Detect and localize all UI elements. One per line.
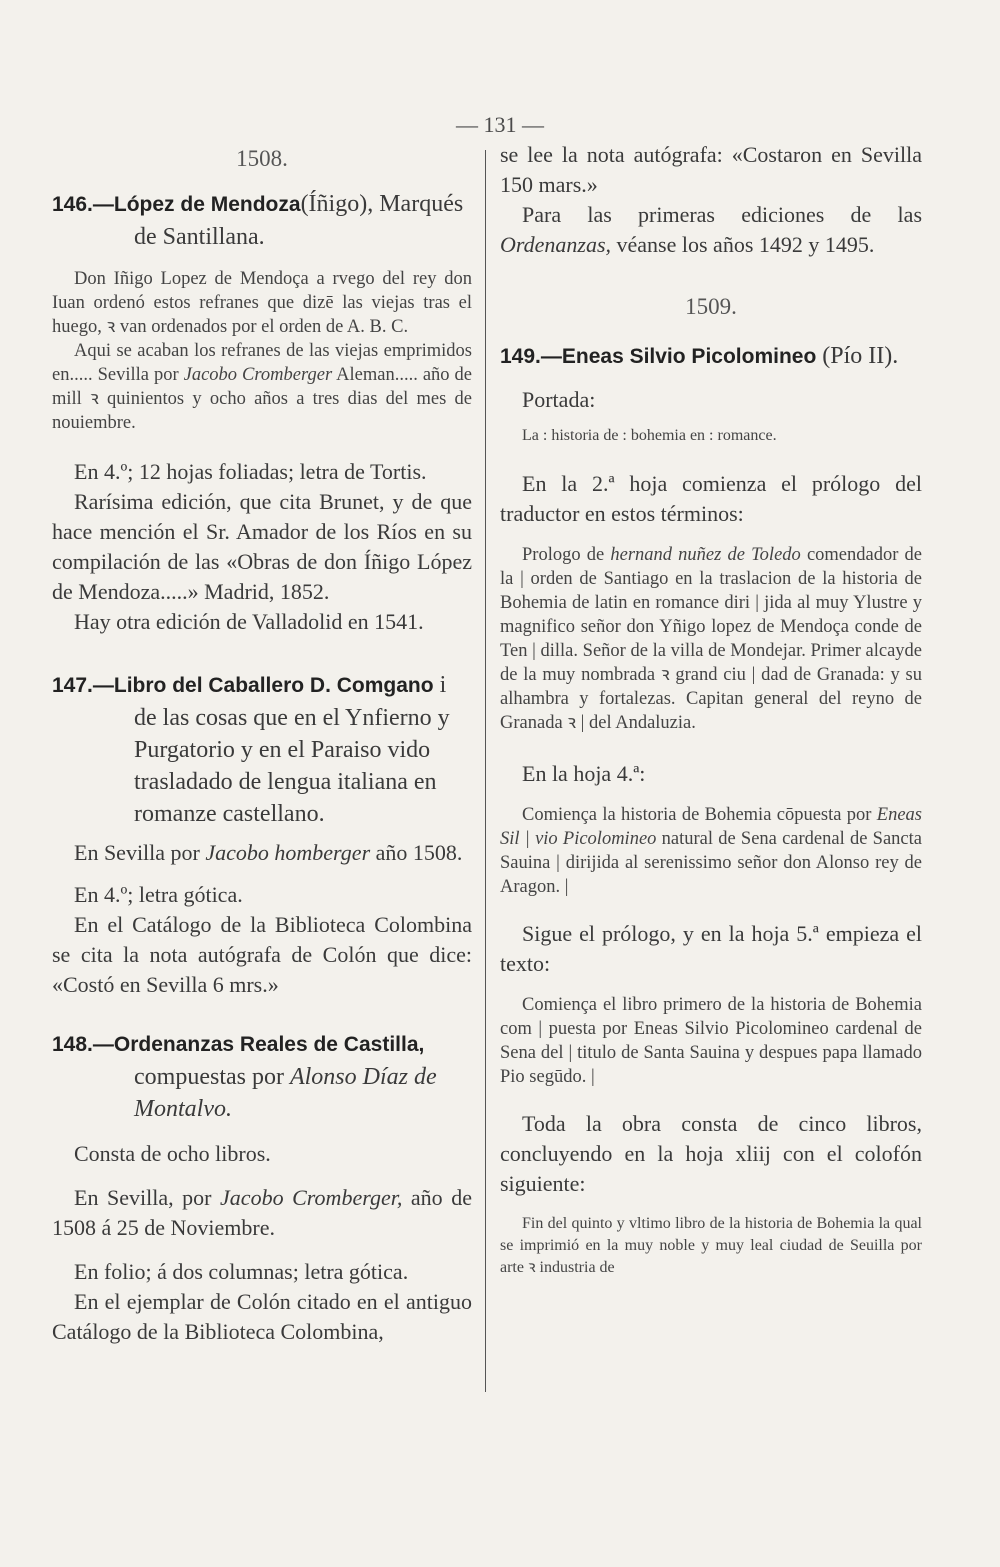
imprint-text: año de 1508 á 25 de Noviembre. xyxy=(52,1185,472,1240)
reference-text: Para las primeras ediciones de las xyxy=(522,202,922,227)
entry-148-heading xyxy=(52,1028,472,1125)
printer-name: Jacobo Cromberger, xyxy=(220,1185,403,1210)
hoja-4-label: En la hoja 4.ª: xyxy=(522,761,646,786)
entry-title-rest: i de las cosas que en el Ynfierno y Purgatorio y en el Paraiso vido trasladado de lengua italiana en romanze castellano. xyxy=(134,672,450,827)
hoja-4-quote xyxy=(500,803,922,899)
colophon-quote: Fin del quinto y vltimo libro de la historia de Bohemia la qual se imprimió en la muy noble y muy leal ciudad de Seuilla por arte ꝛ industria de xyxy=(500,1215,922,1276)
entry-148-note-continued: se lee la nota autógrafa: «Costaron en Sevilla 150 mars.» xyxy=(500,142,922,197)
quote-text: Aleman..... año de mill ꝛ quinientos y ocho años a tres dias del mes de nouiembre. xyxy=(52,365,472,433)
quote-text: Prologo de xyxy=(522,545,611,565)
entry-148-note: En el ejemplar de Colón citado en el antiguo Catálogo de la Biblioteca Colombina, xyxy=(52,1289,472,1344)
entry-title-rest: (Pío II). xyxy=(816,343,899,369)
entry-146-quote-2 xyxy=(52,339,472,435)
entry-148-imprint xyxy=(52,1183,472,1243)
page-number: — 131 — xyxy=(456,112,544,137)
printer-name: Jacobo Cromberger xyxy=(183,365,333,385)
printer-name: Jacobo homberger xyxy=(205,840,371,865)
left-column xyxy=(52,140,472,1347)
author-name: Eneas Sil | vio Picolomineo xyxy=(500,805,922,849)
colophon-intro: Toda la obra consta de cinco libros, concluyendo en la hoja xliij con el colofón siguiente: xyxy=(500,1111,922,1196)
entry-147-description: En 4.º; letra gótica. xyxy=(74,882,243,907)
book-one-quote: Comiença el libro primero de la historia de Bohemia com | puesta por Eneas Silvio Picolomineo cardenal de Sena del | titulo de Santa Sauina y despues papa llamado Pio segūdo. | xyxy=(500,995,922,1087)
entry-author: López de Mendoza xyxy=(113,193,301,216)
entry-title: Libro del Caballero D. Comgano xyxy=(113,674,434,697)
reference-title: Ordenanzas, xyxy=(500,232,612,257)
entry-146-description: En 4.º; 12 hojas foliadas; letra de Tortis. xyxy=(74,459,427,484)
entry-148-description: En folio; á dos columnas; letra gótica. xyxy=(74,1259,409,1284)
imprint-text: año 1508. xyxy=(370,840,463,865)
entry-author: Eneas Silvio Picolomineo xyxy=(561,345,817,368)
column-divider xyxy=(485,150,486,1392)
entry-146-heading xyxy=(52,188,472,253)
imprint-text: En Sevilla por xyxy=(74,840,206,865)
entry-146-note: Rarísima edición, que cita Brunet, y de que hace mención el Sr. Amador de los Ríos en su compilación de las «Obras de don Íñigo López de Mendoza.....» Madrid, 1852. xyxy=(52,489,472,604)
entry-number: 147.— xyxy=(52,674,114,697)
quote-text: Comiença la historia de Bohemia cōpuesta por xyxy=(522,805,877,825)
entry-149-heading xyxy=(500,340,922,373)
reference-text: véanse los años 1492 y 1495. xyxy=(611,232,875,257)
entry-147-heading xyxy=(52,669,472,830)
ordenanzas-cross-reference xyxy=(500,200,922,260)
entry-146-quote-1: Don Iñigo Lopez de Mendoça a rvego del rey don Iuan ordenó estos refranes que dizē las viejas tras el huego, ꝛ van ordenados por el orden de A. B. C. xyxy=(52,269,472,337)
quote-text: comendador de la | orden de Santiago en la traslacion de la historia de Bohemia de latin en romance diri | jida al muy Ylustre y magnifico señor don Yñigo lopez de Mendoça conde de Ten | dilla. Señor de la villa de Mondejar. Primer alcayde de la muy nombrada ꝛ grand ciu | dad de Granada: y su alhambra y fortalezas. Capitan general del reyno de Granada ꝛ | del Andaluzia. xyxy=(500,545,922,733)
quote-text: Aqui se acaban los refranes de las viejas emprimidos en..... Sevilla por xyxy=(52,341,472,385)
entry-title-rest: (Íñigo), Marqués de Santillana. xyxy=(134,191,464,250)
entry-number: 146.— xyxy=(52,193,114,216)
imprint-text: En Sevilla, por xyxy=(74,1185,221,1210)
prologue-quote xyxy=(500,543,922,735)
entry-title: Ordenanzas Reales de Castilla, xyxy=(113,1033,425,1056)
entry-number: 148.— xyxy=(52,1033,114,1056)
entry-146-other-edition: Hay otra edición de Valladolid en 1541. xyxy=(74,609,424,634)
entry-number: 149.— xyxy=(500,345,562,368)
portada-text: La : historia de : bohemia en : romance. xyxy=(522,427,777,444)
year-heading: 1508. xyxy=(236,146,288,171)
entry-147-imprint xyxy=(52,838,472,868)
portada-label: Portada: xyxy=(522,387,596,412)
translator-name: hernand nuñez de Toledo xyxy=(610,545,801,565)
text-start-note: Sigue el prólogo, y en la hoja 5.ª empieza el texto: xyxy=(500,921,922,976)
entry-147-note: En el Catálogo de la Biblioteca Colombina se cita la nota autógrafa de Colón que dice: «Costó en Sevilla 6 mrs.» xyxy=(52,912,472,997)
entry-title-rest: compuestas por xyxy=(134,1064,290,1090)
entry-author: Alonso Díaz de Montalvo. xyxy=(134,1064,437,1122)
year-heading: 1509. xyxy=(685,294,737,319)
quote-text: natural de Sena cardenal de Sancta Sauina | dirijida al serenissimo señor don Alonso rey de Aragon. | xyxy=(500,829,922,897)
entry-148-contents: Consta de ocho libros. xyxy=(74,1141,271,1166)
prologue-intro: En la 2.ª hoja comienza el prólogo del traductor en estos términos: xyxy=(500,471,922,526)
right-column xyxy=(500,140,922,1279)
